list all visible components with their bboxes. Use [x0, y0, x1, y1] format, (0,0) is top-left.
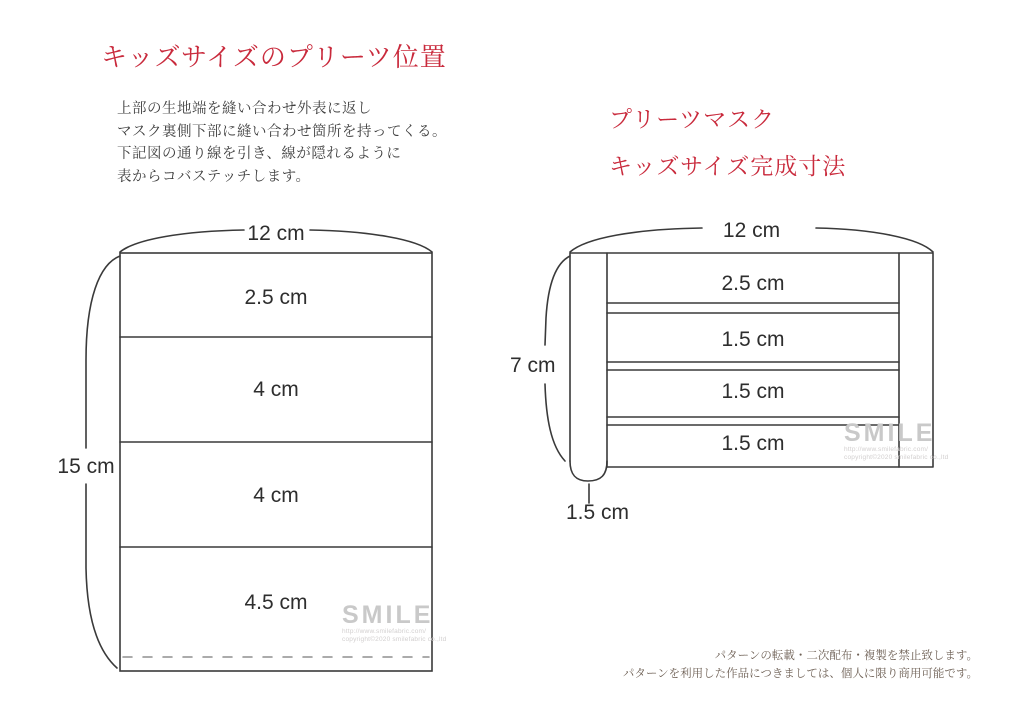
- left-title: キッズサイズのプリーツ位置: [101, 42, 447, 72]
- right-section-4-dimension: 1.5 cm: [721, 432, 785, 455]
- left-width-dimension: 12 cm: [247, 222, 305, 245]
- right-height-dimension: 7 cm: [510, 354, 556, 377]
- right-height-bracket-lower: [545, 384, 565, 461]
- watermark-copyright: copyright©2020 smilefabric co.,ltd: [844, 454, 949, 461]
- right-title-line-1: プリーツマスク: [609, 106, 776, 132]
- left-section-3-dimension: 4 cm: [253, 484, 299, 507]
- left-height-dimension: 15 cm: [57, 455, 115, 478]
- left-section-2-dimension: 4 cm: [253, 378, 299, 401]
- right-width-dimension: 12 cm: [722, 219, 781, 242]
- instruction-line-3: 下記図の通り線を引き、線が隠れるように: [117, 146, 402, 162]
- usage-notice: [623, 648, 978, 683]
- left-height-bracket-upper: [86, 256, 120, 448]
- left-height-bracket-lower: [86, 484, 117, 668]
- watermark-right: [844, 421, 948, 462]
- instruction-line-2: マスク裏側下部に縫い合わせ箇所を持ってくる。: [117, 123, 447, 140]
- usage-notice-line-1: パターンの転載・二次配布・複製を禁止致します。: [714, 650, 978, 662]
- right-section-3-dimension: 1.5 cm: [721, 380, 785, 403]
- right-bottom-casing-curve: [570, 461, 607, 481]
- right-channel-dimension: 1.5 cm: [566, 501, 630, 524]
- usage-notice-line-2: パターンを利用した作品につきましては、個人に限り商用可能です。: [622, 667, 978, 680]
- right-title-line-2: キッズサイズ完成寸法: [609, 153, 847, 179]
- right-section-1-dimension: 2.5 cm: [721, 272, 785, 295]
- right-section-2-dimension: 1.5 cm: [721, 328, 785, 351]
- left-section-1-dimension: 2.5 cm: [244, 286, 308, 309]
- watermark-url: http://www.smilefabric.com/: [844, 446, 929, 453]
- watermark-left: [342, 603, 446, 644]
- instruction-line-1: 上部の生地端を縫い合わせ外表に返し: [117, 101, 372, 117]
- instructions: [117, 98, 447, 188]
- watermark-url: http://www.smilefabric.com/: [342, 628, 427, 635]
- instruction-line-4: 表からコバステッチします。: [117, 168, 311, 185]
- watermark-brand: SMILE: [844, 419, 936, 447]
- right-height-bracket-upper: [545, 256, 570, 345]
- left-section-4-dimension: 4.5 cm: [244, 591, 308, 614]
- watermark-brand: SMILE: [342, 601, 434, 629]
- watermark-copyright: copyright©2020 smilefabric co.,ltd: [342, 636, 447, 643]
